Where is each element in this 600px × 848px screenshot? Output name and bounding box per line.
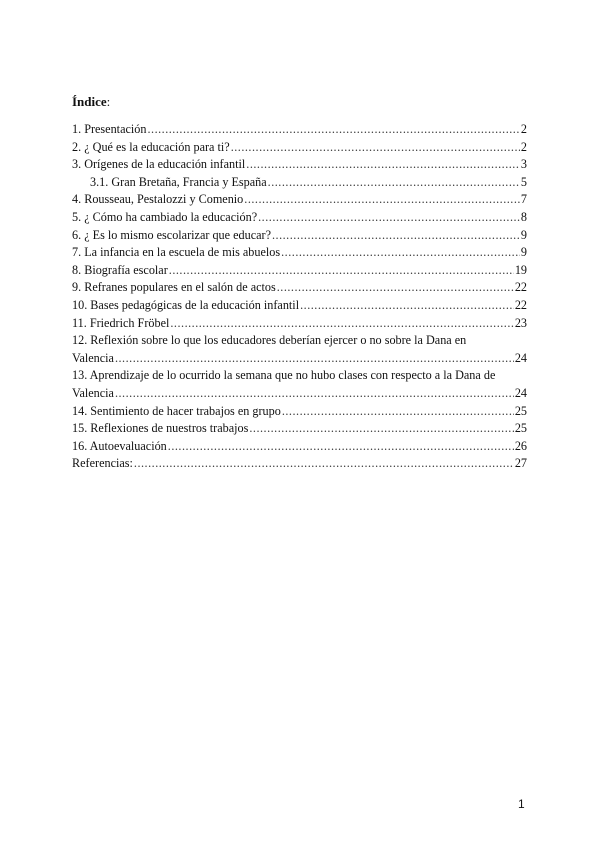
toc-entry-page: 19 [514, 262, 527, 277]
toc-entry[interactable] [72, 209, 527, 227]
dot-leader [246, 156, 520, 174]
dot-leader [249, 420, 513, 438]
toc-entry[interactable] [72, 156, 527, 174]
toc-entry-page: 9 [520, 245, 527, 260]
dot-leader [170, 315, 513, 333]
toc-entry-page: 22 [514, 280, 527, 295]
index-title: Índice [72, 94, 107, 109]
toc-entry-page: 24 [514, 350, 527, 365]
dot-leader [115, 385, 514, 403]
dot-leader [258, 209, 520, 227]
toc-entry-title: 10. Bases pedagógicas de la educación infantil [72, 297, 300, 312]
toc-entry-page: 25 [514, 421, 527, 436]
toc-entry-page: 2 [520, 122, 527, 136]
toc-entry-title: 14. Sentimiento de hacer trabajos en grupo [72, 403, 281, 418]
toc-entry-title: Valencia [72, 385, 114, 400]
dot-leader [268, 174, 520, 192]
dot-leader [115, 350, 514, 368]
toc-entry-page: 8 [520, 209, 527, 224]
toc-entry-title-line: 12. Reflexión sobre lo que los educadores deberían ejercer o no sobre la Dana en [72, 333, 467, 348]
toc-entry-title: Valencia [72, 350, 114, 365]
toc-entry-page: 7 [520, 192, 527, 207]
toc-entry[interactable] [72, 332, 527, 367]
toc-entry-title: 16. Autoevaluación [72, 438, 167, 453]
toc-entry-page: 24 [514, 385, 527, 400]
dot-leader [277, 279, 514, 297]
toc-entry-title: 3. Orígenes de la educación infantil [72, 157, 246, 172]
toc-entry-page: 23 [514, 315, 527, 330]
toc-entry-title: 3.1. Gran Bretaña, Francia y España [90, 174, 267, 189]
toc-entry-title: 1. Presentación [72, 122, 147, 136]
toc-entry[interactable] [72, 438, 527, 456]
dot-leader [134, 455, 514, 473]
toc-entry[interactable] [72, 420, 527, 438]
toc-entry-page: 9 [520, 227, 527, 242]
toc-entry[interactable] [72, 262, 527, 280]
toc-entry-title: 8. Biografía escolar [72, 262, 168, 277]
toc-entry-page: 3 [520, 157, 527, 172]
table-of-contents [72, 121, 527, 473]
dot-leader [168, 438, 514, 456]
dot-leader [244, 191, 520, 209]
toc-entry-page: 5 [520, 174, 527, 189]
toc-entry[interactable] [72, 191, 527, 209]
toc-entry-title: 11. Friedrich Fröbel [72, 315, 170, 330]
toc-entry[interactable] [72, 403, 527, 421]
toc-entry-title: 9. Refranes populares en el salón de actos [72, 280, 276, 295]
toc-entry-title: 7. La infancia en la escuela de mis abuelos [72, 245, 281, 260]
dot-leader [282, 403, 514, 421]
toc-entry[interactable] [72, 367, 527, 402]
toc-entry[interactable] [72, 455, 527, 473]
dot-leader [147, 121, 519, 139]
toc-entry[interactable] [72, 297, 527, 315]
toc-entry-title: Referencias: [72, 456, 133, 471]
toc-entry-page: 27 [514, 456, 527, 471]
toc-entry-title: 2. ¿ Qué es la educación para ti? [72, 139, 230, 154]
toc-entry-page: 22 [514, 297, 527, 312]
toc-entry[interactable] [72, 174, 527, 192]
toc-entry-title: 6. ¿ Es lo mismo escolarizar que educar? [72, 227, 271, 242]
toc-entry[interactable] [72, 279, 527, 297]
dot-leader [281, 244, 520, 262]
toc-entry[interactable] [72, 121, 527, 139]
dot-leader [300, 297, 514, 315]
toc-entry-page: 2 [520, 139, 527, 154]
toc-entry[interactable] [72, 244, 527, 262]
toc-entry-title: 4. Rousseau, Pestalozzi y Comenio [72, 192, 244, 207]
toc-entry-title: 15. Reflexiones de nuestros trabajos [72, 421, 249, 436]
index-heading [72, 94, 110, 110]
index-title-colon: : [106, 94, 111, 109]
toc-entry[interactable] [72, 227, 527, 245]
toc-entry-title-line: 13. Aprendizaje de lo ocurrido la semana que no hubo clases con respecto a la Dana de [72, 368, 496, 383]
toc-entry-title: 5. ¿ Cómo ha cambiado la educación? [72, 209, 258, 224]
toc-entry[interactable] [72, 139, 527, 157]
toc-entry[interactable] [72, 315, 527, 333]
page-number: 1 [518, 797, 525, 811]
dot-leader [169, 262, 514, 280]
toc-entry-page: 25 [514, 403, 527, 418]
dot-leader [272, 227, 520, 245]
toc-entry-page: 26 [514, 438, 527, 453]
dot-leader [231, 139, 520, 157]
